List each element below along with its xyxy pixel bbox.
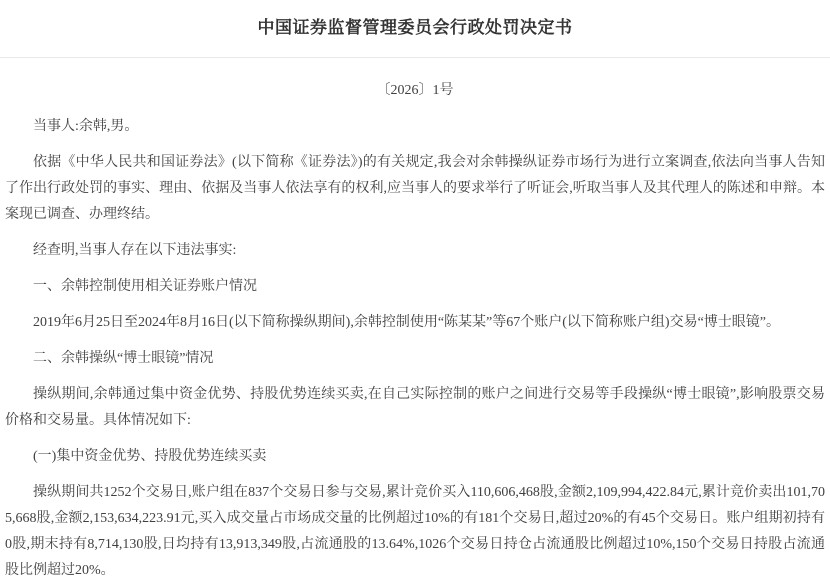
document-title: 中国证券监督管理委员会行政处罚决定书 xyxy=(257,18,573,37)
paragraph-party-info: 当事人:余韩,男。 xyxy=(33,119,139,134)
penalty-decision-document xyxy=(0,14,830,578)
paragraph-trading-statistics: 操纵期间共1252个交易日,账户组在837个交易日参与交易,累计竞价买入110,606,468股,金额2,109,994,422.84元,累计竞价卖出101,705,668股,金额2,153,634,223.91元,买入成交量占市场成交量的比例超过10%的有181个交易日,超过20%的有45个交易日。账户组期初持有0股,期末持有8,714,130股,日均持有13,913,349股,占流通股的13.64%,1026个交易日持仓占流通股比例超过10%,150个交易日持股占流通股比例超过20%。 xyxy=(5,485,825,578)
paragraph-manipulation-overview: 操纵期间,余韩通过集中资金优势、持股优势连续买卖,在自己实际控制的账户之间进行交易等手段操纵“博士眼镜”,影响股票交易价格和交易量。具体情况如下: xyxy=(5,387,825,428)
heading-subsection-1: (一)集中资金优势、持股优势连续买卖 xyxy=(33,449,267,464)
header-divider xyxy=(0,57,830,58)
heading-section-1: 一、余韩控制使用相关证券账户情况 xyxy=(33,279,257,294)
document-body xyxy=(0,114,830,584)
paragraph-facts-intro: 经查明,当事人存在以下违法事实: xyxy=(33,243,237,258)
document-number: 〔2026〕1号 xyxy=(376,83,454,98)
heading-section-2: 二、余韩操纵“博士眼镜”情况 xyxy=(33,351,214,366)
paragraph-account-usage: 2019年6月25日至2024年8月16日(以下简称操纵期间),余韩控制使用“陈某某”等67个账户(以下简称账户组)交易“博士眼镜”。 xyxy=(33,315,781,330)
paragraph-procedure: 依据《中华人民共和国证券法》(以下简称《证券法》)的有关规定,我会对余韩操纵证券市场行为进行立案调查,依法向当事人告知了作出行政处罚的事实、理由、依据及当事人依法享有的权利,应当事人的要求举行了听证会,听取当事人及其代理人的陈述和申辩。本案现已调查、办理终结。 xyxy=(5,155,825,222)
